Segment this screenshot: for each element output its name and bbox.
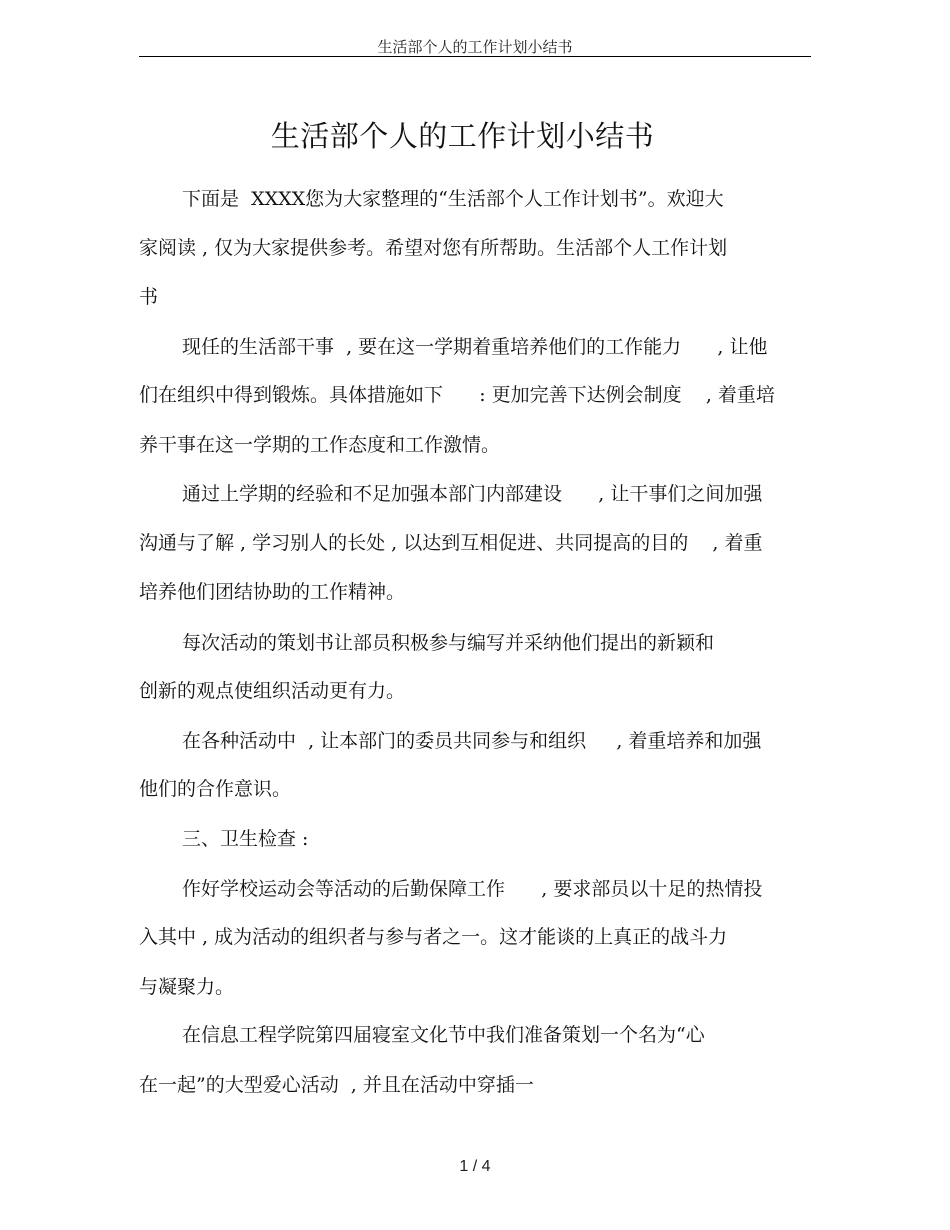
running-header-title: 生活部个人的工作计划小结书 [377, 38, 573, 56]
body-line: 书 [139, 286, 159, 308]
body-line: 下面是 XXXX您为大家整理的“生活部个人工作计划书”。欢迎大 [182, 188, 724, 210]
body-line: 每次活动的策划书让部员积极参与编写并采纳他们提出的新颖和 [182, 632, 715, 654]
body-line: 培养他们团结协助的工作精神。 [139, 581, 406, 603]
body-line: 与凝聚力。 [139, 976, 235, 998]
body-line: 通过上学期的经验和不足加强本部门内部建设 , 让干事们之间加强 [182, 483, 763, 505]
body-line: 创新的观点使组织活动更有力。 [139, 680, 406, 702]
header-divider [139, 56, 811, 57]
section-heading: 三、卫生检查 : [182, 828, 309, 850]
page-number: 1 / 4 [459, 1158, 491, 1175]
body-line: 现任的生活部干事 , 要在这一学期着重培养他们的工作能力 , 让他 [182, 336, 768, 358]
body-line: 在各种活动中 , 让本部门的委员共同参与和组织 , 着重培养和加强 [182, 730, 762, 752]
body-line: 们在组织中得到锻炼。具体措施如下 : 更加完善下达例会制度 , 着重培 [139, 384, 775, 406]
body-line: 养干事在这一学期的工作态度和工作激情。 [139, 434, 501, 456]
document-title: 生活部个人的工作计划小结书 [270, 119, 655, 153]
body-line: 沟通与了解 , 学习别人的长处 , 以达到互相促进、共同提高的目的 , 着重 [139, 532, 763, 554]
body-line: 作好学校运动会等活动的后勤保障工作 , 要求部员以十足的热情投 [182, 878, 763, 900]
body-line: 他们的合作意识。 [139, 778, 292, 800]
body-line: 在信息工程学院第四届寝室文化节中我们准备策划一个名为“心 [182, 1024, 705, 1046]
body-line: 入其中 , 成为活动的组织者与参与者之一。这才能谈的上真正的战斗力 [139, 926, 728, 948]
body-line: 在一起”的大型爱心活动 , 并且在活动中穿插一 [139, 1074, 534, 1096]
body-line: 家阅读 , 仅为大家提供参考。希望对您有所帮助。生活部个人工作计划 [139, 237, 728, 259]
